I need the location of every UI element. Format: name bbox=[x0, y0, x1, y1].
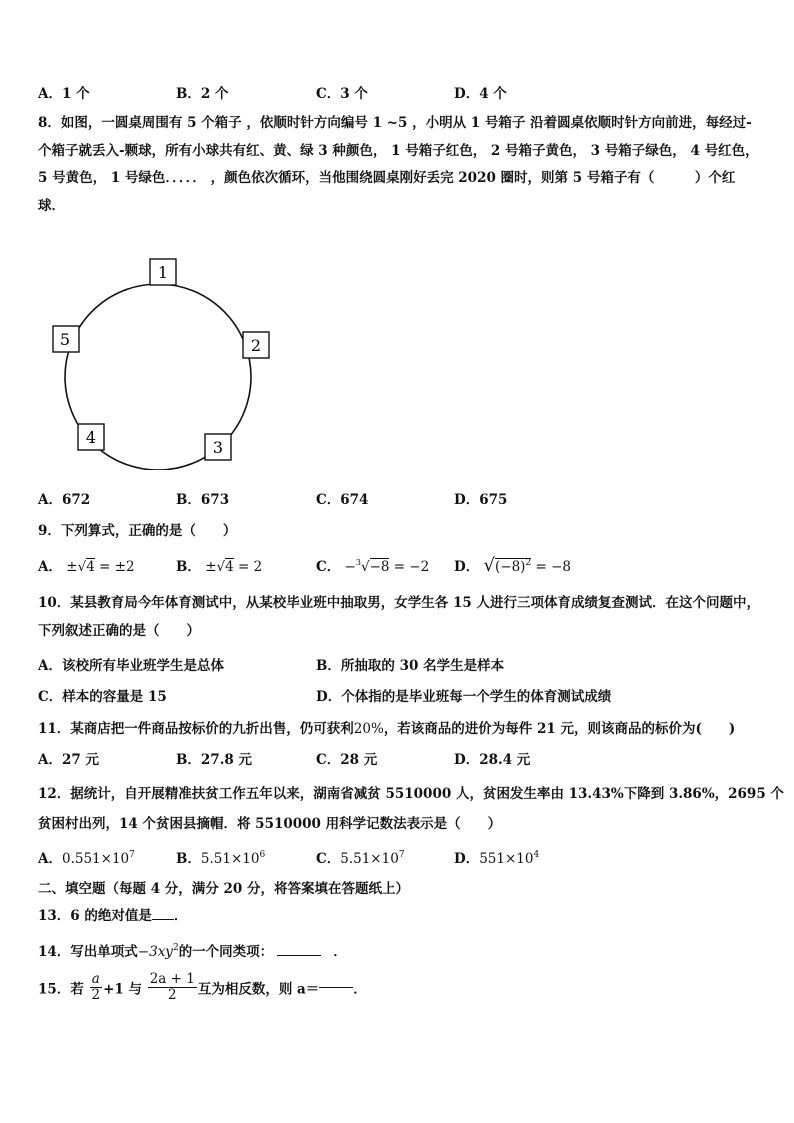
q9-option-c-post: = −2 bbox=[389, 559, 430, 575]
q10-stem-line-2: 下列叙述正确的是（ ） bbox=[38, 622, 200, 639]
q7-option-b: B．2 个 bbox=[176, 86, 229, 102]
box-2 bbox=[243, 332, 269, 358]
q15-pre: 15．若 bbox=[38, 981, 84, 998]
q8-option-c: C．674 bbox=[316, 492, 369, 508]
q9-option-b-post: = 2 bbox=[233, 559, 263, 575]
q15-fraction-1 bbox=[90, 972, 103, 1003]
q8-option-d: D．675 bbox=[454, 492, 508, 508]
q12-stem bbox=[38, 779, 784, 839]
section-heading-fill-in: 二、填空题（每题 4 分，满分 20 分，将答案填在答题纸上） bbox=[38, 881, 409, 897]
q15-fraction-1-numerator: a bbox=[90, 972, 103, 988]
q12-option-c bbox=[316, 847, 405, 867]
round-table-figure bbox=[40, 250, 280, 470]
q12-option-a-label: A． bbox=[38, 851, 62, 867]
q9-option-c-label: C． bbox=[316, 559, 341, 575]
q10-option-c: C．样本的容量是 15 bbox=[38, 689, 167, 705]
q13 bbox=[38, 904, 187, 924]
q15-answer-blank[interactable] bbox=[319, 987, 353, 988]
q9-option-a-radicand: 4 bbox=[86, 559, 95, 575]
radical-sign: √ bbox=[77, 559, 87, 575]
q10-stem-line-1: 10．某县教育局今年体育测试中，从某校毕业班中抽取男，女学生各 15 人进行三项体育成绩复查测试．在这个问题中， bbox=[38, 595, 760, 611]
q14 bbox=[38, 940, 347, 960]
q12-option-b bbox=[176, 847, 265, 867]
q10-option-a: A．该校所有毕业班学生是总体 bbox=[38, 658, 224, 674]
q9-option-a-post: = ±2 bbox=[94, 559, 135, 575]
q14-expr: −3xy bbox=[137, 944, 173, 960]
q15-fraction-2-numerator: 2a + 1 bbox=[149, 971, 195, 987]
q10-stem bbox=[38, 590, 760, 645]
q9-option-b-radicand: 4 bbox=[225, 559, 234, 575]
q12-option-b-label: B． bbox=[176, 851, 201, 867]
q10-option-b: B．所抽取的 30 名学生是样本 bbox=[316, 658, 505, 674]
q9-option-d-post: = −8 bbox=[531, 559, 571, 575]
q9-option-c-pre: − bbox=[344, 559, 356, 575]
q12-option-a bbox=[38, 847, 135, 867]
q14-end: ． bbox=[333, 944, 347, 960]
q15-fraction-1-denominator: 2 bbox=[91, 987, 101, 1003]
q12-option-a-exp: 7 bbox=[129, 850, 135, 860]
q15-fraction-2 bbox=[148, 972, 197, 1003]
box-1 bbox=[150, 259, 176, 285]
q8-stem-line-2: 个箱子就丢入-颗球，所有小球共有红、黄、绿 3 种颜色， 1 号箱子红色， 2 号箱子黄色， 3 号箱子绿色， 4 号红色， bbox=[38, 142, 759, 159]
q9-option-c-index: 3 bbox=[355, 558, 361, 567]
q11-option-d: D．28.4 元 bbox=[454, 752, 531, 768]
q15-fraction-2-denominator: 2 bbox=[167, 987, 177, 1003]
q9-option-a bbox=[38, 555, 135, 575]
q12-option-d-label: D． bbox=[454, 851, 480, 867]
q10-option-d: D．个体指的是毕业班每一个学生的体育测试成绩 bbox=[316, 689, 612, 705]
q15-post: 互为相反数，则 a＝ bbox=[197, 981, 320, 998]
radical-sign: √ bbox=[360, 559, 370, 575]
q12-option-c-mantissa: 5.51×10 bbox=[340, 851, 399, 867]
q12-option-a-mantissa: 0.551×10 bbox=[61, 851, 130, 867]
q8-stem bbox=[38, 110, 760, 220]
q8-stem-line-4: 球． bbox=[38, 197, 65, 214]
q11-option-c: C．28 元 bbox=[316, 752, 378, 768]
q11-option-a: A．27 元 bbox=[38, 752, 99, 768]
q9-option-b-pre: ± bbox=[205, 559, 217, 575]
box-3 bbox=[205, 434, 231, 460]
q9-option-d-label: D． bbox=[454, 559, 480, 575]
q14-post: 的一个同类项： bbox=[178, 944, 274, 960]
q9-option-b-label: B． bbox=[176, 559, 201, 575]
box-4 bbox=[78, 424, 104, 450]
q11-stem-post: ，若该商品的进价为每件 21 元，则该商品的标价为( ) bbox=[383, 721, 736, 737]
q9-option-d bbox=[454, 555, 571, 576]
q14-exp: 2 bbox=[172, 943, 179, 953]
q12-option-b-mantissa: 5.51×10 bbox=[200, 851, 260, 867]
q7-option-a: A．1 个 bbox=[38, 86, 90, 102]
box-5-label: 5 bbox=[59, 330, 71, 349]
q13-text: 13．6 的绝对值是 bbox=[38, 908, 152, 924]
q11-option-b: B．27.8 元 bbox=[176, 752, 252, 768]
q14-answer-blank[interactable] bbox=[277, 955, 321, 956]
q9-stem: 9．下列算式，正确的是（ ） bbox=[38, 523, 237, 539]
box-4-label: 4 bbox=[85, 428, 97, 447]
q15 bbox=[38, 972, 367, 1003]
q9-option-d-radicand: (−8) bbox=[495, 559, 526, 575]
q9-option-c bbox=[316, 555, 429, 575]
q12-option-c-label: C． bbox=[316, 851, 341, 867]
box-5 bbox=[53, 326, 79, 352]
q12-stem-line-1: 12．据统计，自开展精准扶贫工作五年以来，湖南省减贫 5510000 人，贫困发生率由 13.43%下降到 3.86%，2695 个 bbox=[38, 786, 784, 802]
q12-option-d-exp: 4 bbox=[533, 850, 540, 860]
q7-option-d: D．4 个 bbox=[454, 86, 507, 102]
q13-answer-blank[interactable] bbox=[152, 919, 174, 920]
q11-percent: 20% bbox=[353, 721, 384, 737]
q9-option-b bbox=[176, 555, 262, 575]
q14-pre: 14．写出单项式 bbox=[38, 944, 138, 960]
q8-option-a: A．672 bbox=[38, 492, 91, 508]
q12-option-d bbox=[454, 847, 539, 867]
q12-stem-line-2: 贫困村出列，14 个贫困县摘帽．将 5510000 用科学记数法表示是（ ） bbox=[38, 816, 502, 832]
box-1-label: 1 bbox=[157, 263, 169, 282]
q11-stem bbox=[38, 717, 735, 737]
q9-option-d-exp: 2 bbox=[525, 558, 532, 568]
q12-option-b-exp: 6 bbox=[259, 850, 266, 860]
q7-option-c: C．3 个 bbox=[316, 86, 368, 102]
q9-option-a-pre: ± bbox=[66, 559, 78, 575]
box-2-label: 2 bbox=[250, 336, 262, 355]
q9-option-c-radicand: −8 bbox=[369, 559, 390, 575]
q15-end: ． bbox=[353, 981, 367, 998]
q13-end: ． bbox=[173, 908, 188, 924]
radical-sign: √ bbox=[483, 555, 495, 576]
q8-option-b: B．673 bbox=[176, 492, 230, 508]
q12-option-c-exp: 7 bbox=[398, 850, 405, 860]
radical-sign: √ bbox=[216, 559, 226, 575]
box-3-label: 3 bbox=[212, 438, 224, 457]
q8-stem-line-3: 5 号黄色， 1 号绿色．．．．． ，颜色依次循环，当他围绕圆桌刚好丢完 2020 圈时，则第 5 号箱子有（ ）个红 bbox=[38, 170, 736, 186]
q9-option-a-label: A． bbox=[38, 559, 62, 575]
q11-stem-pre: 11．某商店把一件商品按标价的九折出售，仍可获利 bbox=[38, 721, 354, 737]
q15-plus-one: +1 与 bbox=[103, 981, 142, 998]
q12-option-d-mantissa: 551×10 bbox=[479, 851, 534, 867]
q8-stem-line-1: 8．如图，一圆桌周围有 5 个箱子 ，依顺时针方向编号 1 ~5 ，小明从 1 号箱子 沿着圆桌依顺时针方向前进，每经过- bbox=[38, 115, 752, 131]
